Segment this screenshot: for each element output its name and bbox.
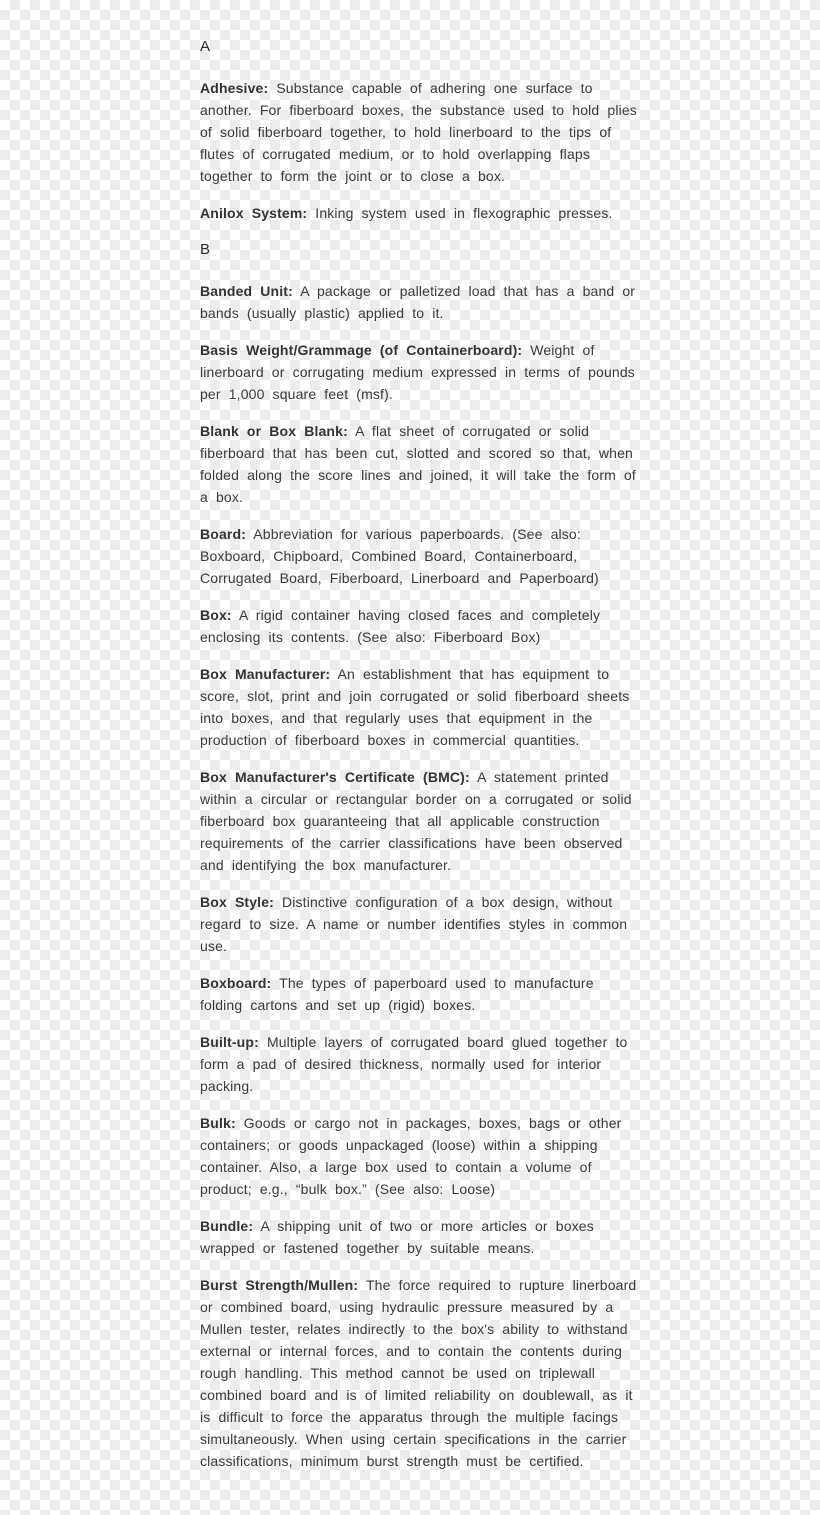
- entry-definition: A rigid container having closed faces and completely enclosing its contents. (See also: Fiberboard Box): [200, 607, 601, 645]
- entry-term: Burst Strength/Mullen:: [200, 1277, 359, 1293]
- entry-definition: Weight of linerboard or corrugating medium expressed in terms of pounds per 1,000 square feet (msf).: [200, 342, 635, 402]
- entry-definition: Distinctive configuration of a box design, without regard to size. A name or number identifies styles in common use.: [200, 894, 628, 954]
- glossary-entry-blank: [200, 420, 640, 508]
- entry-definition: The types of paperboard used to manufacture folding cartons and set up (rigid) boxes.: [200, 975, 594, 1013]
- glossary-entry-built-up: [200, 1031, 640, 1097]
- section-letter-b: B: [200, 241, 211, 258]
- entry-definition: Abbreviation for various paperboards. (See also: Boxboard, Chipboard, Combined Board, Containerboard, Corrugated Board, Fiberboard, Linerboard and Paperboard): [200, 526, 599, 586]
- entry-term: Box Style:: [200, 894, 274, 910]
- entry-term: Anilox System:: [200, 205, 308, 221]
- entry-definition: Multiple layers of corrugated board glued together to form a pad of desired thickness, normally used for interior packing.: [200, 1034, 628, 1094]
- glossary-entry-board: [200, 523, 640, 589]
- entry-term: Basis Weight/Grammage (of Containerboard):: [200, 342, 523, 358]
- entry-term: Banded Unit:: [200, 283, 293, 299]
- entry-term: Box Manufacturer's Certificate (BMC):: [200, 769, 470, 785]
- entry-definition: A flat sheet of corrugated or solid fiberboard that has been cut, slotted and scored so that, when folded along the score lines and joined, it will take the form of a box.: [200, 423, 636, 505]
- entry-term: Adhesive:: [200, 80, 269, 96]
- entry-term: Board:: [200, 526, 247, 542]
- entry-definition: A statement printed within a circular or rectangular border on a corrugated or solid fiberboard box guaranteeing that all applicable construction requirements of the carrier classifications have been observed and identifying the box manufacturer.: [200, 769, 632, 873]
- glossary-entry-adhesive: [200, 77, 640, 187]
- entry-definition: Inking system used in flexographic presses.: [315, 205, 613, 221]
- glossary-entry-box-style: [200, 891, 640, 957]
- glossary-entry-box-manufacturer: [200, 663, 640, 751]
- entry-term: Box:: [200, 607, 232, 623]
- entry-term: Boxboard:: [200, 975, 272, 991]
- entry-definition: A shipping unit of two or more articles or boxes wrapped or fastened together by suitable means.: [200, 1218, 594, 1256]
- glossary-entry-burst-strength: [200, 1274, 640, 1472]
- glossary-entry-bundle: [200, 1215, 640, 1259]
- glossary-entry-anilox-system: [200, 202, 640, 224]
- entry-term: Blank or Box Blank:: [200, 423, 348, 439]
- entry-definition: The force required to rupture linerboard or combined board, using hydraulic pressure measured by a Mullen tester, relates indirectly to the box's ability to withstand external or internal forces, and to contain the contents during rough handling. This method cannot be used on triplewall combined board and is of limited reliability on doublewall, as it is difficult to force the apparatus through the multiple facings simultaneously. When using certain specifications in the carrier classifications, minimum burst strength must be certified.: [200, 1277, 637, 1469]
- glossary-entry-bulk: [200, 1112, 640, 1200]
- glossary-entry-banded-unit: [200, 280, 640, 324]
- glossary-page: [200, 36, 640, 1487]
- glossary-entry-basis-weight: [200, 339, 640, 405]
- entry-definition: A package or palletized load that has a band or bands (usually plastic) applied to it.: [200, 283, 636, 321]
- entry-definition: Goods or cargo not in packages, boxes, bags or other containers; or goods unpackaged (loose) within a shipping container. Also, a large box used to contain a volume of product; e.g., “bulk box.” (See also: Loose): [200, 1115, 622, 1197]
- glossary-entry-box: [200, 604, 640, 648]
- entry-term: Box Manufacturer:: [200, 666, 331, 682]
- entry-term: Bulk:: [200, 1115, 236, 1131]
- entry-term: Bundle:: [200, 1218, 254, 1234]
- entry-term: Built-up:: [200, 1034, 259, 1050]
- glossary-entry-boxboard: [200, 972, 640, 1016]
- glossary-entry-bmc: [200, 766, 640, 876]
- entry-definition: An establishment that has equipment to score, slot, print and join corrugated or solid fiberboard sheets into boxes, and that regularly uses that equipment in the production of fiberboard boxes in commercial quantities.: [200, 666, 630, 748]
- entry-definition: Substance capable of adhering one surface to another. For fiberboard boxes, the substance used to hold plies of solid fiberboard together, to hold linerboard to the tips of flutes of corrugated medium, or to hold overlapping flaps together to form the joint or to close a box.: [200, 80, 637, 184]
- section-letter-a: A: [200, 38, 211, 55]
